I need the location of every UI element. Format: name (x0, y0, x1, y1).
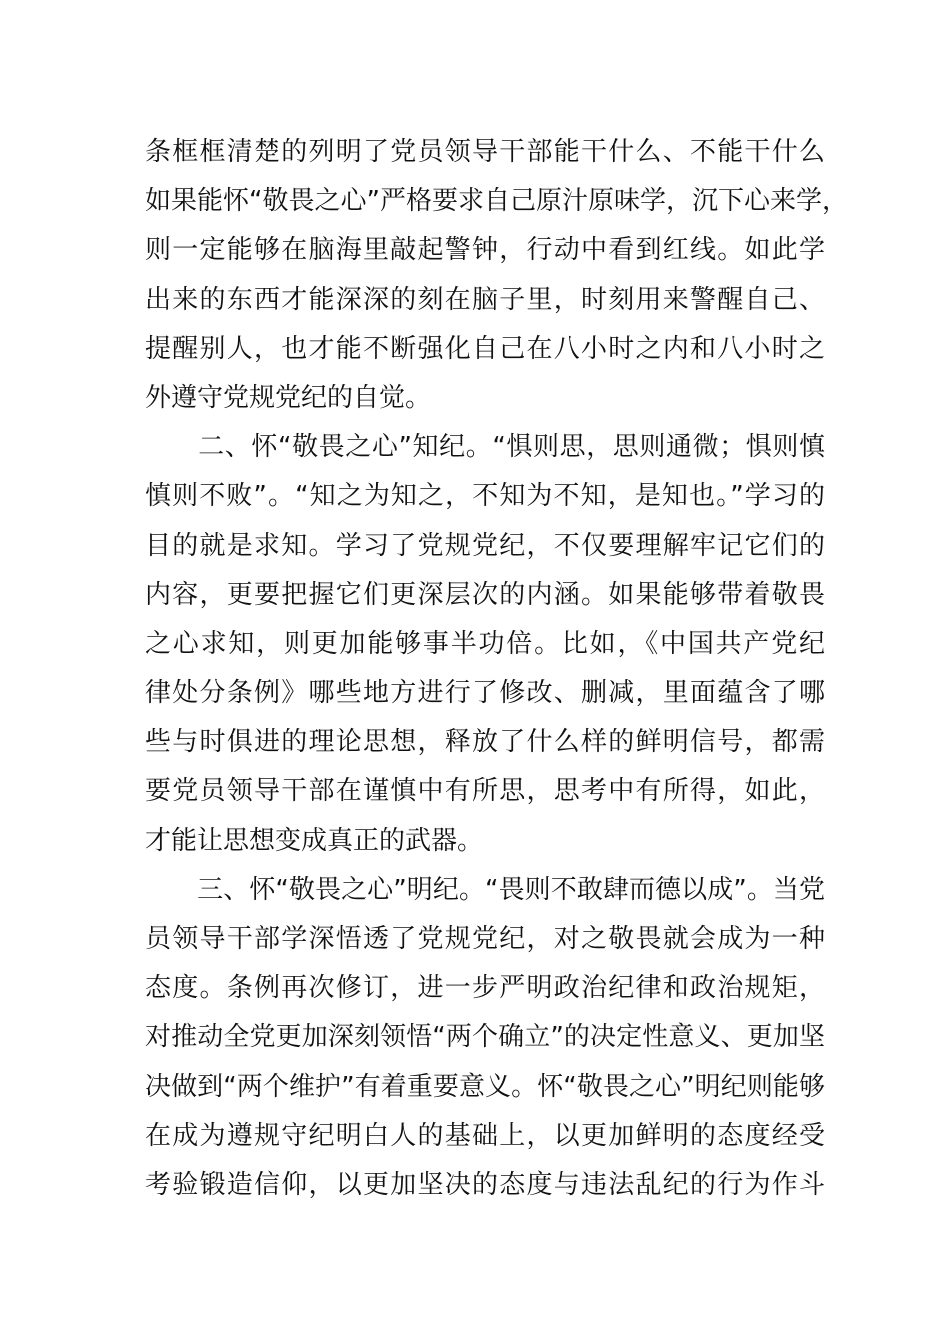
text-line-15: 才能让思想变成真正的武器。 (145, 825, 484, 856)
text-line-22: 考验锻造信仰，以更加坚决的态度与违法乱纪的行为作斗 (145, 1169, 825, 1200)
text-line-11: 之心求知，则更加能够事半功倍。比如，《中国共产党纪 (145, 628, 825, 659)
text-line-20: 决做到“两个维护”有着重要意义。怀“敬畏之心”明纪则能够 (145, 1071, 825, 1102)
text-line-7: 二、怀“敬畏之心”知纪。“惧则思，思则通微；惧则慎 (145, 432, 825, 463)
text-line-14: 要党员领导干部在谨慎中有所思，思考中有所得，如此， (145, 776, 825, 807)
text-line-2: 如果能怀“敬畏之心”严格要求自己原汁原味学，沉下心来学， (145, 186, 848, 217)
text-line-9: 目的就是求知。学习了党规党纪，不仅要理解牢记它们的 (145, 530, 825, 561)
text-line-19: 对推动全党更加深刻领悟“两个确立”的决定性意义、更加坚 (145, 1022, 825, 1053)
text-line-18: 态度。条例再次修订，进一步严明政治纪律和政治规矩， (145, 973, 825, 1004)
text-line-5: 提醒别人，也才能不断强化自己在八小时之内和八小时之 (145, 333, 825, 364)
text-line-3: 则一定能够在脑海里敲起警钟，行动中看到红线。如此学 (145, 235, 825, 266)
text-line-8: 慎则不败”。“知之为知之，不知为不知，是知也。”学习的 (145, 481, 825, 512)
text-line-1: 条框框清楚的列明了党员领导干部能干什么、不能干什么 (145, 137, 825, 167)
text-line-13: 些与时俱进的理论思想，释放了什么样的鲜明信号，都需 (145, 727, 825, 758)
text-line-12: 律处分条例》哪些地方进行了修改、删减，里面蕴含了哪 (145, 678, 825, 709)
text-line-10: 内容，更要把握它们更深层次的内涵。如果能够带着敬畏 (145, 579, 825, 610)
text-line-16: 三、怀“敬畏之心”明纪。“畏则不敢肆而德以成”。当党 (145, 874, 825, 905)
text-line-21: 在成为遵规守纪明白人的基础上，以更加鲜明的态度经受 (145, 1120, 825, 1151)
document-body-text (145, 128, 848, 1210)
text-line-17: 员领导干部学深悟透了党规党纪，对之敬畏就会成为一种 (145, 924, 825, 954)
text-line-4: 出来的东西才能深深的刻在脑子里，时刻用来警醒自己、 (145, 284, 825, 315)
text-line-6: 外遵守党规党纪的自觉。 (145, 382, 432, 413)
